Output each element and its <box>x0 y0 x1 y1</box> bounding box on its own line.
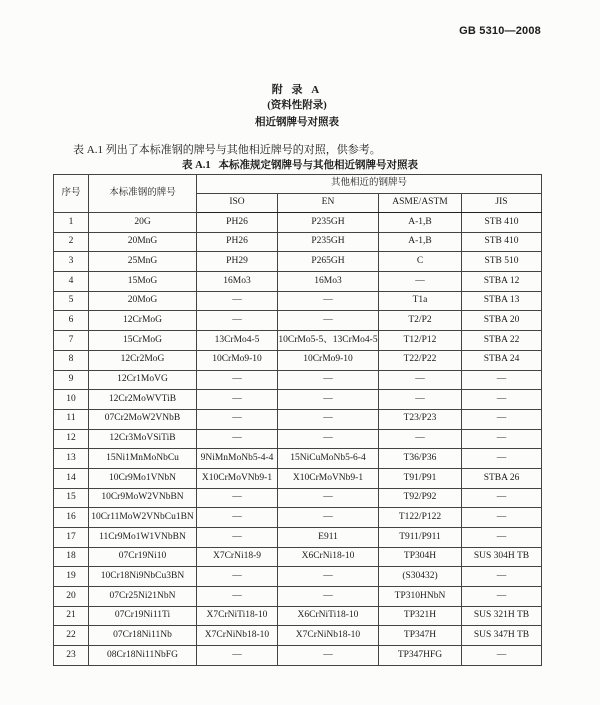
cell-iso: — <box>197 409 278 429</box>
table-row <box>54 646 542 666</box>
cell-en: — <box>278 567 379 587</box>
cell-iso: PH29 <box>197 252 278 272</box>
cell-no: 4 <box>54 272 89 292</box>
header-iso: ISO <box>197 194 278 213</box>
cell-iso: 10CrMo9-10 <box>197 350 278 370</box>
cell-jis: — <box>462 488 542 508</box>
cell-iso: — <box>197 291 278 311</box>
header-asme: ASME/ASTM <box>379 194 462 213</box>
table-row <box>54 311 542 331</box>
cell-no: 2 <box>54 232 89 252</box>
cell-grade: 15Ni1MnMoNbCu <box>89 449 197 469</box>
cell-no: 21 <box>54 606 89 626</box>
cell-grade: 20MnG <box>89 232 197 252</box>
table-row <box>54 567 542 587</box>
cell-en: — <box>278 587 379 607</box>
cell-no: 3 <box>54 252 89 272</box>
cell-grade: 12Cr2MoG <box>89 350 197 370</box>
table-row <box>54 350 542 370</box>
cell-jis: — <box>462 429 542 449</box>
table-row <box>54 606 542 626</box>
cell-grade: 12Cr1MoVG <box>89 370 197 390</box>
cell-grade: 25MnG <box>89 252 197 272</box>
cell-asme: — <box>379 370 462 390</box>
cell-en: P235GH <box>278 232 379 252</box>
cell-no: 8 <box>54 350 89 370</box>
cell-grade: 10Cr18Ni9NbCu3BN <box>89 567 197 587</box>
cell-iso: — <box>197 390 278 410</box>
cell-jis: — <box>462 508 542 528</box>
cell-grade: 20G <box>89 213 197 233</box>
cell-iso: — <box>197 311 278 331</box>
table-caption: 表 A.1 本标准规定钢牌号与其他相近钢牌号对照表 <box>182 160 418 171</box>
cell-asme: TP310HNbN <box>379 587 462 607</box>
cell-no: 19 <box>54 567 89 587</box>
cell-en: X6CrNi18-10 <box>278 547 379 567</box>
cell-jis: — <box>462 587 542 607</box>
cell-jis: STBA 20 <box>462 311 542 331</box>
cell-no: 13 <box>54 449 89 469</box>
cell-asme: TP347H <box>379 626 462 646</box>
cell-jis: STBA 24 <box>462 350 542 370</box>
cell-jis: STB 410 <box>462 213 542 233</box>
cell-no: 11 <box>54 409 89 429</box>
cell-asme: — <box>379 272 462 292</box>
cell-jis: — <box>462 390 542 410</box>
cell-jis: STBA 12 <box>462 272 542 292</box>
cell-asme: T911/P911 <box>379 528 462 548</box>
cell-no: 14 <box>54 468 89 488</box>
cell-asme: T36/P36 <box>379 449 462 469</box>
cell-asme: T1a <box>379 291 462 311</box>
cell-grade: 07Cr2MoW2VNbB <box>89 409 197 429</box>
cell-grade: 11Cr9Mo1W1VNbBN <box>89 528 197 548</box>
cell-no: 9 <box>54 370 89 390</box>
cell-asme: T22/P22 <box>379 350 462 370</box>
cell-iso: X7CrNiTi18-10 <box>197 606 278 626</box>
cell-no: 20 <box>54 587 89 607</box>
table-row <box>54 449 542 469</box>
cell-grade: 12Cr2MoWVTiB <box>89 390 197 410</box>
cell-iso: X10CrMoVNb9-1 <box>197 468 278 488</box>
cell-iso: — <box>197 646 278 666</box>
header-grade: 本标准钢的牌号 <box>89 175 197 213</box>
cell-asme: — <box>379 390 462 410</box>
cell-no: 17 <box>54 528 89 548</box>
cell-en: P265GH <box>278 252 379 272</box>
cell-iso: 9NiMnMoNb5-4-4 <box>197 449 278 469</box>
cell-grade: 10Cr9Mo1VNbN <box>89 468 197 488</box>
table-row <box>54 547 542 567</box>
cell-jis: STB 510 <box>462 252 542 272</box>
cell-grade: 07Cr25Ni21NbN <box>89 587 197 607</box>
cell-iso: X7CrNiNb18-10 <box>197 626 278 646</box>
cell-grade: 10Cr11MoW2VNbCu1BN <box>89 508 197 528</box>
table-header <box>54 175 542 213</box>
cell-en: 16Mo3 <box>278 272 379 292</box>
cell-asme: T12/P12 <box>379 331 462 351</box>
cell-jis: — <box>462 409 542 429</box>
cell-no: 22 <box>54 626 89 646</box>
table-row <box>54 272 542 292</box>
table-body <box>54 213 542 666</box>
cell-no: 5 <box>54 291 89 311</box>
cell-jis: — <box>462 528 542 548</box>
cell-iso: — <box>197 528 278 548</box>
header-no: 序号 <box>54 175 89 213</box>
table-row <box>54 409 542 429</box>
cell-en: — <box>278 409 379 429</box>
cell-asme: A-1,B <box>379 232 462 252</box>
cell-asme: TP304H <box>379 547 462 567</box>
cell-no: 1 <box>54 213 89 233</box>
cell-iso: 13CrMo4-5 <box>197 331 278 351</box>
cell-jis: — <box>462 646 542 666</box>
cell-iso: — <box>197 429 278 449</box>
cell-jis: SUS 347H TB <box>462 626 542 646</box>
cell-iso: 16Mo3 <box>197 272 278 292</box>
table-row <box>54 528 542 548</box>
cell-en: X6CrNiTi18-10 <box>278 606 379 626</box>
cell-en: — <box>278 429 379 449</box>
appendix-type: (资料性附录) <box>267 100 327 111</box>
header-en: EN <box>278 194 379 213</box>
cell-no: 15 <box>54 488 89 508</box>
cell-jis: — <box>462 370 542 390</box>
cell-grade: 07Cr19Ni10 <box>89 547 197 567</box>
cell-iso: — <box>197 488 278 508</box>
intro-paragraph: 表 A.1 列出了本标准钢的牌号与其他相近牌号的对照，供参考。 <box>73 144 381 156</box>
cell-en: X7CrNiNb18-10 <box>278 626 379 646</box>
table-row <box>54 252 542 272</box>
cell-no: 10 <box>54 390 89 410</box>
table-row <box>54 587 542 607</box>
cell-grade: 07Cr19Ni11Ti <box>89 606 197 626</box>
cell-en: — <box>278 390 379 410</box>
cell-no: 7 <box>54 331 89 351</box>
table-row <box>54 488 542 508</box>
cell-grade: 10Cr9MoW2VNbBN <box>89 488 197 508</box>
cell-jis: STBA 22 <box>462 331 542 351</box>
cell-en: P235GH <box>278 213 379 233</box>
cell-grade: 12CrMoG <box>89 311 197 331</box>
cell-iso: — <box>197 587 278 607</box>
cell-jis: — <box>462 449 542 469</box>
cell-iso: PH26 <box>197 213 278 233</box>
standard-number: GB 5310—2008 <box>459 25 541 37</box>
cell-asme: T122/P122 <box>379 508 462 528</box>
cell-asme: A-1,B <box>379 213 462 233</box>
cell-grade: 07Cr18Ni11Nb <box>89 626 197 646</box>
table-row <box>54 213 542 233</box>
cell-jis: STB 410 <box>462 232 542 252</box>
cell-en: — <box>278 291 379 311</box>
cell-asme: T91/P91 <box>379 468 462 488</box>
cell-no: 16 <box>54 508 89 528</box>
table-row <box>54 291 542 311</box>
cell-en: — <box>278 508 379 528</box>
cell-no: 18 <box>54 547 89 567</box>
cell-iso: — <box>197 508 278 528</box>
appendix-subtitle: 相近钢牌号对照表 <box>255 117 339 128</box>
cell-en: — <box>278 311 379 331</box>
cell-asme: C <box>379 252 462 272</box>
grade-comparison-table <box>53 174 542 666</box>
cell-jis: STBA 26 <box>462 468 542 488</box>
cell-en: — <box>278 646 379 666</box>
cell-grade: 12Cr3MoVSiTiB <box>89 429 197 449</box>
table-row <box>54 331 542 351</box>
cell-en: — <box>278 370 379 390</box>
cell-asme: (S30432) <box>379 567 462 587</box>
cell-en: 15NiCuMoNb5-6-4 <box>278 449 379 469</box>
cell-en: E911 <box>278 528 379 548</box>
cell-asme: — <box>379 429 462 449</box>
cell-en: 10CrMo5-5、13CrMo4-5 <box>278 331 379 351</box>
cell-jis: STBA 13 <box>462 291 542 311</box>
table-row <box>54 232 542 252</box>
cell-iso: — <box>197 370 278 390</box>
table-row <box>54 508 542 528</box>
table-row <box>54 468 542 488</box>
header-jis: JIS <box>462 194 542 213</box>
table-row <box>54 390 542 410</box>
table-row <box>54 370 542 390</box>
header-other-grades: 其他相近的钢牌号 <box>197 175 542 194</box>
appendix-title: 附 录 A <box>271 84 323 96</box>
cell-jis: — <box>462 567 542 587</box>
cell-grade: 15CrMoG <box>89 331 197 351</box>
cell-grade: 08Cr18Ni11NbFG <box>89 646 197 666</box>
cell-grade: 15MoG <box>89 272 197 292</box>
cell-no: 6 <box>54 311 89 331</box>
cell-en: — <box>278 488 379 508</box>
cell-jis: SUS 321H TB <box>462 606 542 626</box>
cell-asme: TP347HFG <box>379 646 462 666</box>
cell-iso: PH26 <box>197 232 278 252</box>
cell-jis: SUS 304H TB <box>462 547 542 567</box>
table-row <box>54 626 542 646</box>
cell-asme: T23/P23 <box>379 409 462 429</box>
cell-asme: T92/P92 <box>379 488 462 508</box>
cell-en: 10CrMo9-10 <box>278 350 379 370</box>
cell-no: 12 <box>54 429 89 449</box>
cell-iso: X7CrNi18-9 <box>197 547 278 567</box>
table-row <box>54 429 542 449</box>
cell-grade: 20MoG <box>89 291 197 311</box>
cell-iso: — <box>197 567 278 587</box>
cell-asme: T2/P2 <box>379 311 462 331</box>
cell-en: X10CrMoVNb9-1 <box>278 468 379 488</box>
header-row-1 <box>54 175 542 194</box>
cell-no: 23 <box>54 646 89 666</box>
cell-asme: TP321H <box>379 606 462 626</box>
